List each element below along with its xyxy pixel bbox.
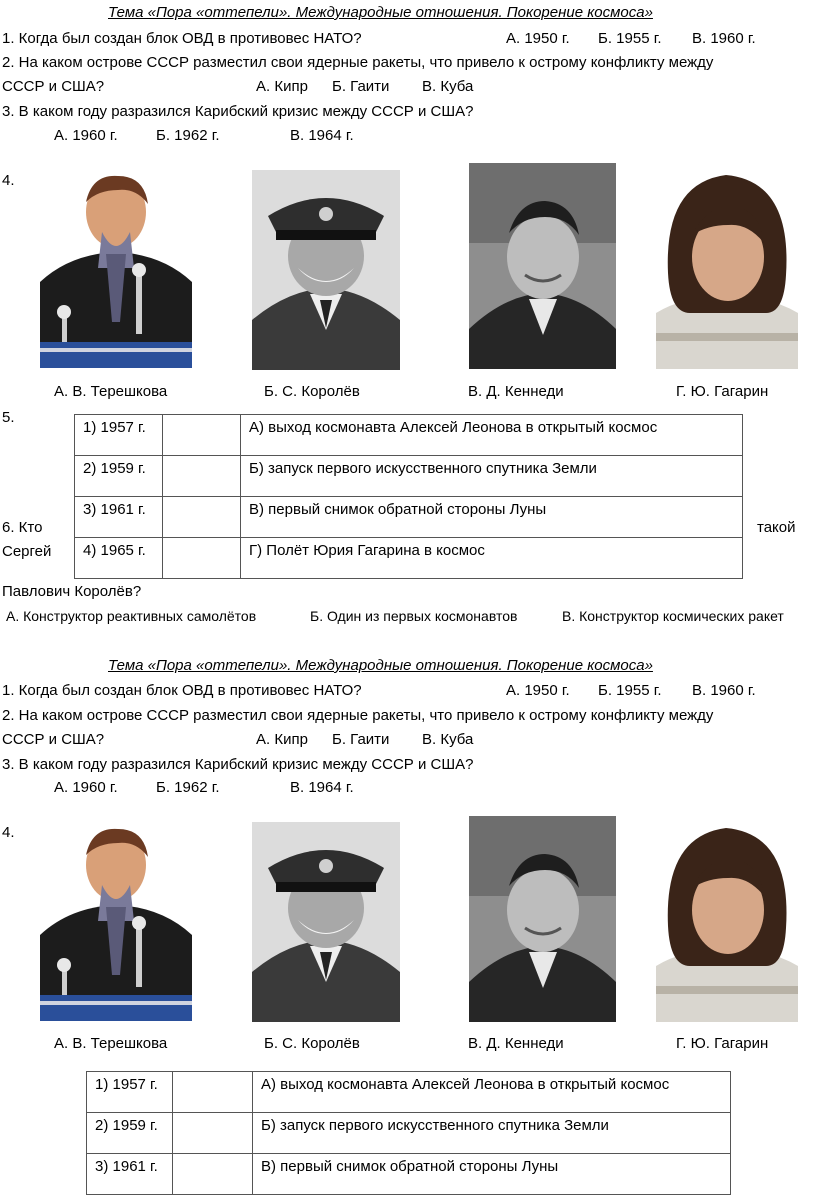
answer-cell[interactable] (173, 1113, 253, 1154)
korolev-photo (469, 816, 616, 1022)
worksheet-title-copy: Тема «Пора «оттепели». Международные отношения. Покорение космоса» (108, 657, 653, 674)
match-table-1 (74, 414, 743, 579)
event-cell: А) выход космонавта Алексей Леонова в открытый космос (241, 415, 743, 456)
portrait-label-d-copy: Г. Ю. Гагарин (676, 1035, 769, 1052)
event-cell: Б) запуск первого искусственного спутника Земли (241, 456, 743, 497)
tereshkova-photo (656, 816, 798, 1022)
q1-option-a-copy: А. 1950 г. (506, 682, 570, 699)
table-row (87, 1072, 731, 1113)
year-cell: 1) 1957 г. (75, 415, 163, 456)
q3-option-a-copy: А. 1960 г. (54, 779, 118, 796)
table-row (75, 456, 743, 497)
q1-option-c-copy: В. 1960 г. (692, 682, 756, 699)
portrait-label-b: Б. С. Королёв (264, 383, 360, 400)
q3-option-b: Б. 1962 г. (156, 127, 220, 144)
q6-option-c: В. Конструктор космических ракет (562, 608, 784, 624)
kennedy-photo (40, 172, 192, 368)
question-6-start: 6. Кто (2, 519, 43, 536)
portrait-label-c-copy: В. Д. Кеннеди (468, 1035, 564, 1052)
gagarin-photo (252, 170, 400, 370)
question-3-copy: 3. В каком году разразился Карибский кризис между СССР и США? (2, 756, 474, 773)
answer-cell[interactable] (163, 497, 241, 538)
q1-option-c: В. 1960 г. (692, 30, 756, 47)
worksheet-title: Тема «Пора «оттепели». Международные отношения. Покорение космоса» (108, 4, 653, 21)
portrait-label-a: А. В. Терешкова (54, 383, 168, 400)
year-cell: 2) 1959 г. (75, 456, 163, 497)
q1-option-b-copy: Б. 1955 г. (598, 682, 662, 699)
q3-option-c: В. 1964 г. (290, 127, 354, 144)
q2-option-b-copy: Б. Гаити (332, 731, 390, 748)
tereshkova-photo (656, 163, 798, 369)
answer-cell[interactable] (173, 1072, 253, 1113)
q2-option-c-copy: В. Куба (422, 731, 474, 748)
answer-cell[interactable] (173, 1154, 253, 1195)
answer-cell[interactable] (163, 456, 241, 497)
event-cell: В) первый снимок обратной стороны Луны (253, 1154, 731, 1195)
question-3: 3. В каком году разразился Карибский кризис между СССР и США? (2, 103, 474, 120)
table-row (87, 1113, 731, 1154)
year-cell: 4) 1965 г. (75, 538, 163, 579)
question-2-line1: 2. На каком острове СССР разместил свои ядерные ракеты, что привело к острому конфликту между (2, 54, 714, 71)
table-row (75, 497, 743, 538)
event-cell: А) выход космонавта Алексей Леонова в открытый космос (253, 1072, 731, 1113)
portrait-label-d: Г. Ю. Гагарин (676, 383, 769, 400)
portrait-label-a-copy: А. В. Терешкова (54, 1035, 168, 1052)
question-1-copy: 1. Когда был создан блок ОВД в противовес НАТО? (2, 682, 362, 699)
q1-option-b: Б. 1955 г. (598, 30, 662, 47)
q3-option-b-copy: Б. 1962 г. (156, 779, 220, 796)
question-2-line2-copy: СССР и США? (2, 731, 105, 748)
event-cell: Г) Полёт Юрия Гагарина в космос (241, 538, 743, 579)
q2-option-c: В. Куба (422, 78, 474, 95)
question-6-name: Сергей (2, 543, 52, 560)
question-6-line2: Павлович Королёв? (2, 583, 142, 600)
q1-option-a: А. 1950 г. (506, 30, 570, 47)
year-cell: 2) 1959 г. (87, 1113, 173, 1154)
question-2-line2: СССР и США? (2, 78, 105, 95)
q6-option-a: А. Конструктор реактивных самолётов (6, 608, 257, 624)
year-cell: 1) 1957 г. (87, 1072, 173, 1113)
question-1: 1. Когда был создан блок ОВД в противовес НАТО? (2, 30, 362, 47)
q2-option-b: Б. Гаити (332, 78, 390, 95)
match-table-2 (86, 1071, 731, 1195)
korolev-photo (469, 163, 616, 369)
question-4-number-copy: 4. (2, 824, 15, 841)
question-4-number: 4. (2, 172, 15, 189)
portrait-label-c: В. Д. Кеннеди (468, 383, 564, 400)
q3-option-c-copy: В. 1964 г. (290, 779, 354, 796)
table-row (87, 1154, 731, 1195)
kennedy-photo (40, 825, 192, 1021)
question-6-end: такой (757, 519, 796, 536)
year-cell: 3) 1961 г. (75, 497, 163, 538)
table-row (75, 415, 743, 456)
table-row (75, 538, 743, 579)
year-cell: 3) 1961 г. (87, 1154, 173, 1195)
q3-option-a: А. 1960 г. (54, 127, 118, 144)
portrait-label-b-copy: Б. С. Королёв (264, 1035, 360, 1052)
answer-cell[interactable] (163, 415, 241, 456)
gagarin-photo (252, 822, 400, 1022)
q6-option-b: Б. Один из первых космонавтов (310, 608, 518, 624)
event-cell: В) первый снимок обратной стороны Луны (241, 497, 743, 538)
question-2-line1-copy: 2. На каком острове СССР разместил свои ядерные ракеты, что привело к острому конфликту между (2, 707, 714, 724)
q2-option-a-copy: А. Кипр (256, 731, 308, 748)
event-cell: Б) запуск первого искусственного спутника Земли (253, 1113, 731, 1154)
question-5-number: 5. (2, 409, 15, 426)
answer-cell[interactable] (163, 538, 241, 579)
q2-option-a: А. Кипр (256, 78, 308, 95)
